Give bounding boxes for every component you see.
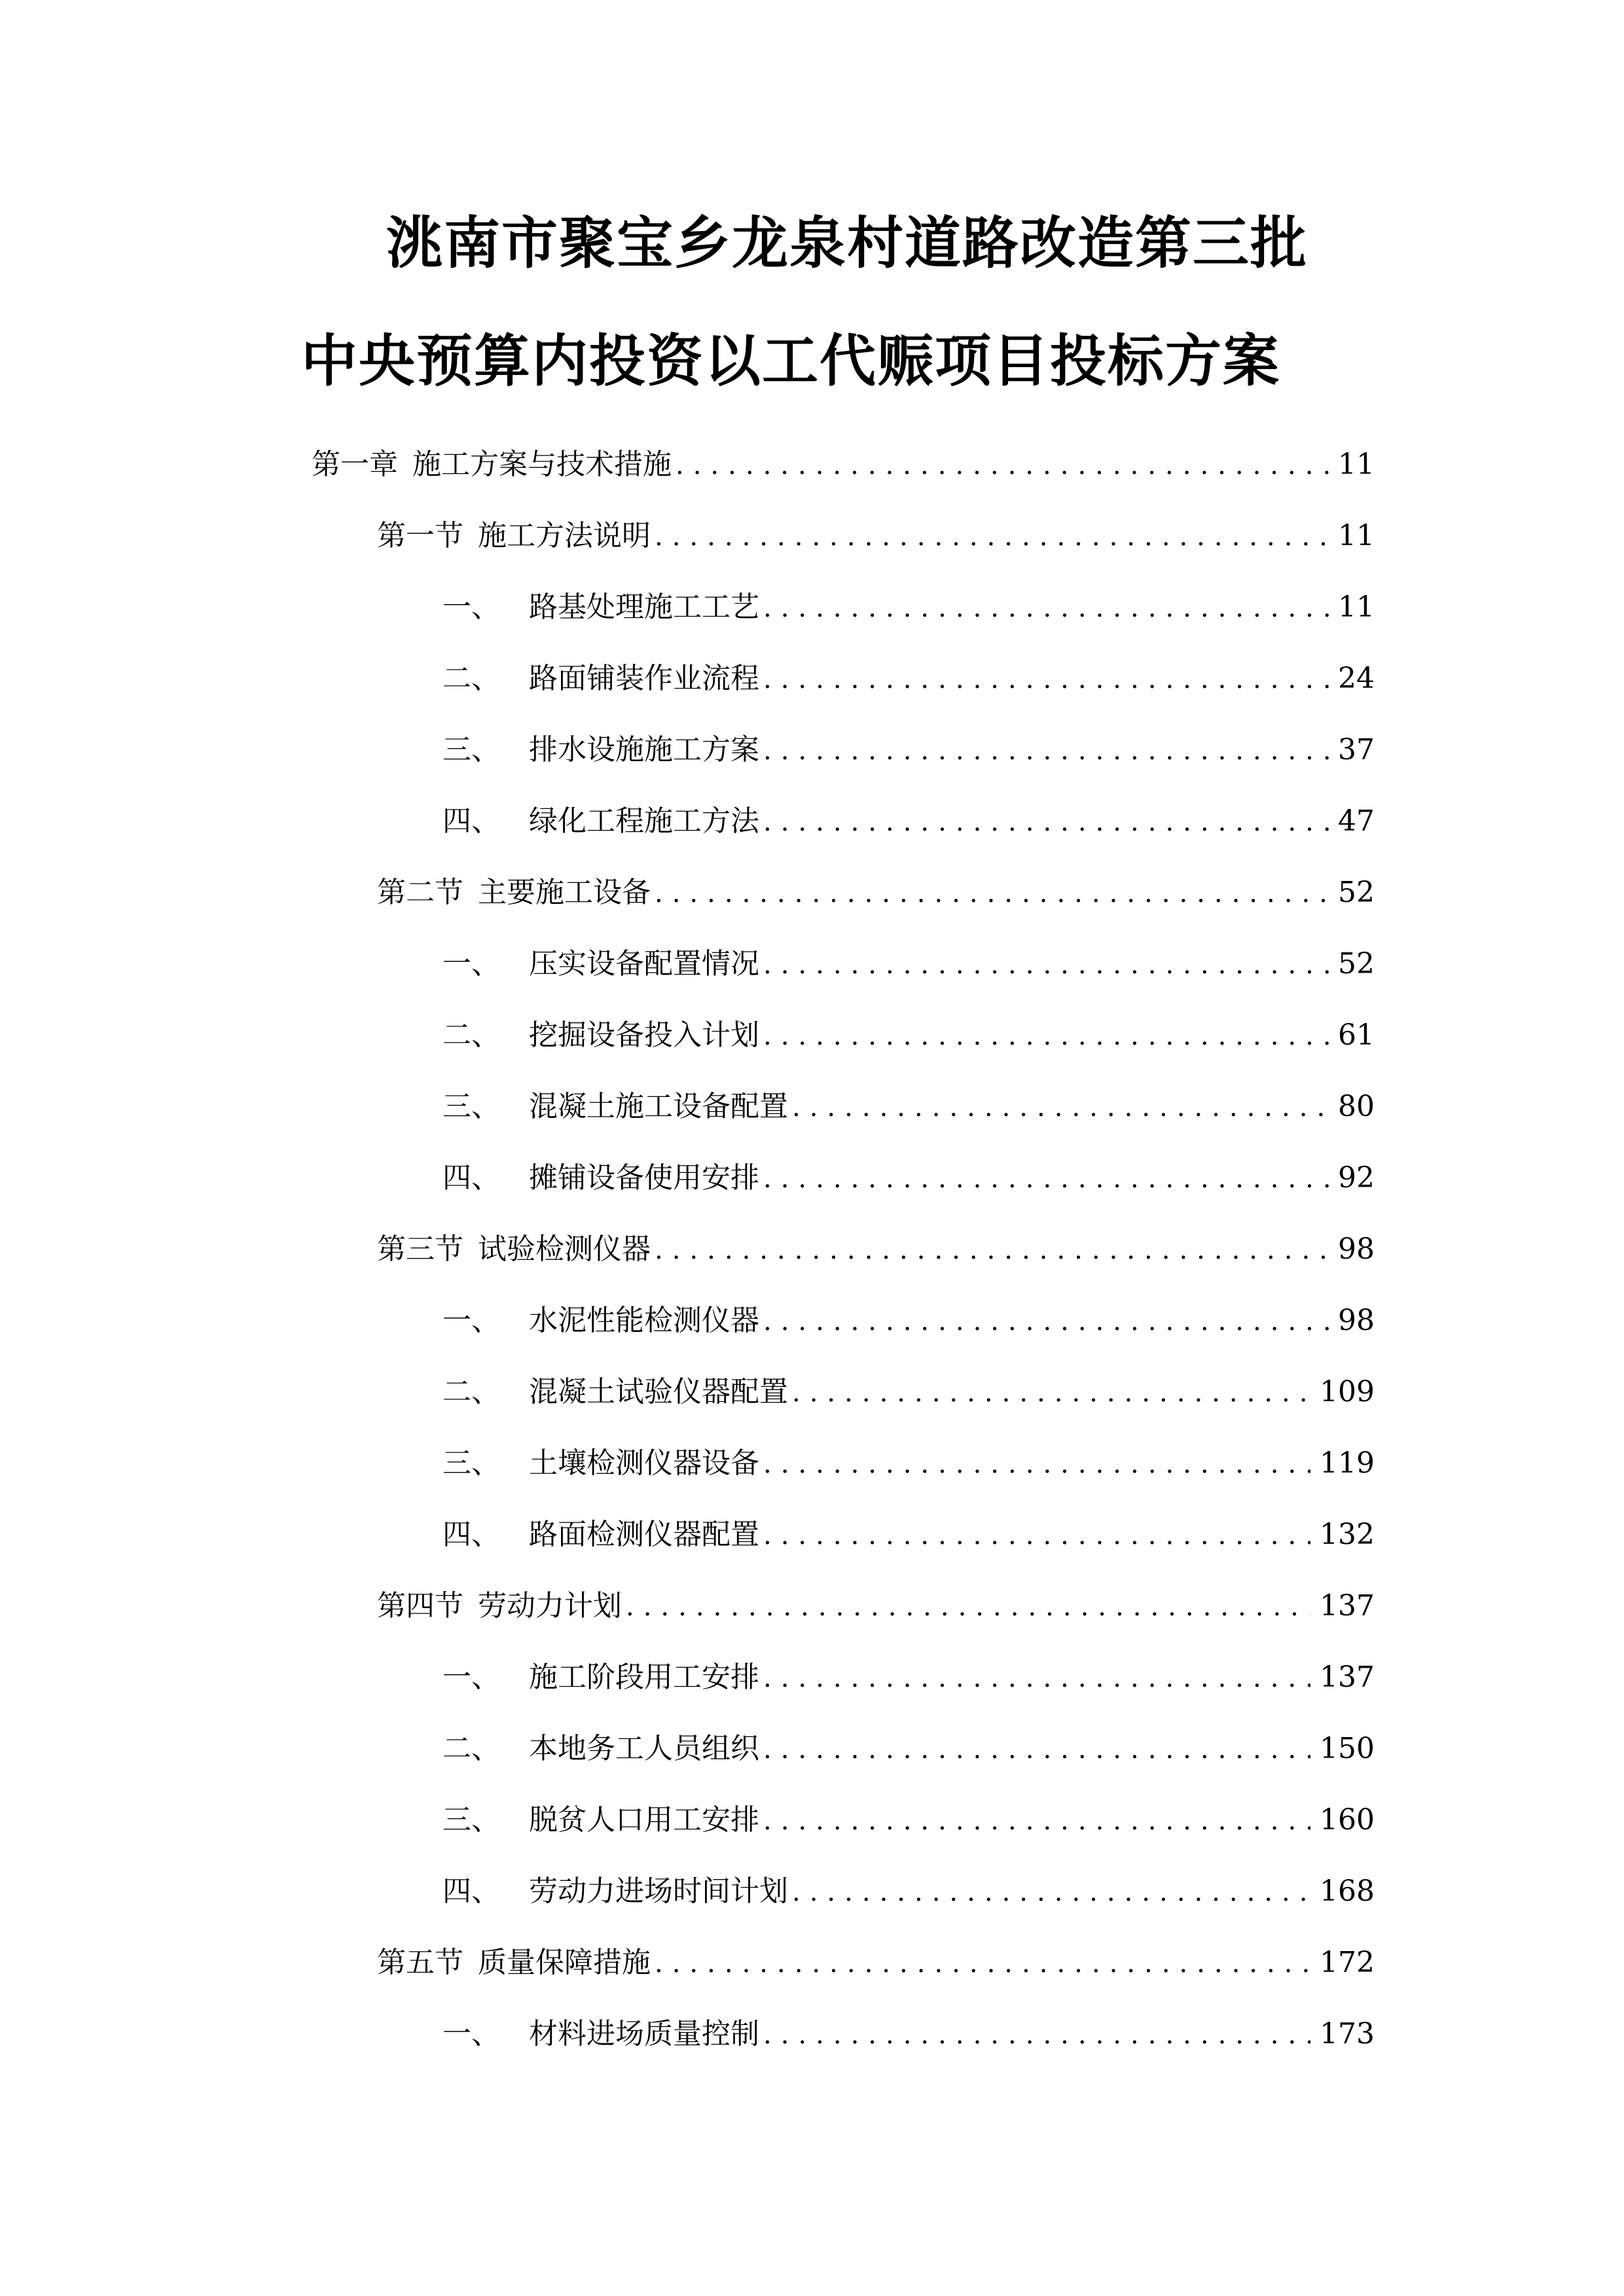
toc-leader-dots — [792, 1088, 1329, 1127]
toc-entry-label: 施工方法说明 — [478, 519, 651, 552]
toc-entry-label: 摊铺设备使用安排 — [529, 1161, 759, 1194]
toc-leader-dots — [655, 517, 1329, 556]
toc-entry-subsection[interactable] — [442, 588, 1375, 627]
toc-entry-number: 二、 — [442, 1732, 500, 1765]
toc-entry-subsection[interactable] — [442, 1087, 1375, 1126]
toc-entry-page: 137 — [1320, 1589, 1375, 1623]
toc-entry-page: 119 — [1320, 1446, 1375, 1480]
toc-entry-subsection[interactable] — [442, 730, 1375, 770]
toc-entry-label: 劳动力计划 — [478, 1589, 622, 1623]
toc-entry-subsection[interactable] — [442, 802, 1375, 841]
toc-entry-page: 37 — [1338, 733, 1375, 766]
document-title-line-1: 洮南市聚宝乡龙泉村道路改造第三批 — [386, 211, 1308, 276]
toc-entry-number: 三、 — [442, 1446, 500, 1480]
toc-leader-dots — [655, 874, 1329, 913]
toc-entry-page: 47 — [1338, 804, 1375, 838]
toc-entry-subsection[interactable] — [442, 1729, 1375, 1768]
toc-entry-number: 三、 — [442, 733, 500, 766]
toc-leader-dots — [763, 1730, 1310, 1769]
toc-entry-number: 四、 — [442, 1518, 500, 1551]
toc-entry-page: 24 — [1338, 662, 1375, 695]
toc-entry-subsection[interactable] — [442, 1016, 1375, 1055]
toc-leader-dots — [763, 1016, 1329, 1056]
toc-leader-dots — [763, 1516, 1310, 1555]
toc-leader-dots — [763, 945, 1329, 984]
toc-leader-dots — [763, 1159, 1329, 1198]
toc-leader-dots — [763, 660, 1329, 699]
toc-entry-subsection[interactable] — [442, 1301, 1375, 1340]
toc-entry-label: 土壤检测仪器设备 — [529, 1446, 759, 1480]
toc-entry-page: 173 — [1320, 2017, 1375, 2051]
toc-leader-dots — [763, 1444, 1310, 1484]
toc-entry-section[interactable] — [377, 1943, 1375, 1982]
toc-entry-number: 三、 — [442, 1090, 500, 1123]
toc-leader-dots — [763, 1801, 1310, 1840]
toc-entry-label: 本地务工人员组织 — [529, 1732, 759, 1765]
toc-entry-number: 第二节 — [377, 876, 463, 909]
toc-entry-number: 一、 — [442, 590, 500, 624]
toc-entry-number: 一、 — [442, 1660, 500, 1694]
toc-entry-label: 材料进场质量控制 — [529, 2017, 759, 2051]
toc-entry-section[interactable] — [377, 1587, 1375, 1626]
toc-leader-dots — [763, 588, 1329, 628]
toc-entry-subsection[interactable] — [442, 2015, 1375, 2054]
toc-entry-label: 路面铺装作业流程 — [529, 662, 759, 695]
toc-entry-page: 61 — [1338, 1018, 1375, 1052]
toc-entry-page: 11 — [1338, 519, 1375, 552]
toc-entry-subsection[interactable] — [442, 1515, 1375, 1554]
toc-entry-label: 施工方案与技术措施 — [412, 448, 672, 481]
toc-entry-subsection[interactable] — [442, 1872, 1375, 1911]
toc-entry-number: 四、 — [442, 1161, 500, 1194]
toc-entry-subsection[interactable] — [442, 1801, 1375, 1840]
toc-entry-page: 92 — [1338, 1161, 1375, 1194]
toc-entry-number: 四、 — [442, 1874, 500, 1908]
toc-entry-page: 11 — [1338, 590, 1375, 624]
toc-entry-section[interactable] — [377, 516, 1375, 556]
toc-entry-number: 二、 — [442, 1018, 500, 1052]
toc-leader-dots — [763, 2015, 1310, 2054]
toc-leader-dots — [792, 1873, 1310, 1912]
toc-entry-number: 二、 — [442, 1375, 500, 1408]
toc-leader-dots — [676, 446, 1329, 485]
toc-entry-number: 第五节 — [377, 1946, 463, 1979]
toc-entry-page: 98 — [1338, 1232, 1375, 1266]
toc-entry-label: 排水设施施工方案 — [529, 733, 759, 766]
toc-leader-dots — [763, 731, 1329, 770]
toc-entry-number: 四、 — [442, 804, 500, 838]
toc-entry-chapter[interactable] — [312, 445, 1375, 484]
toc-entry-subsection[interactable] — [442, 1372, 1375, 1412]
toc-entry-label: 混凝土试验仪器配置 — [529, 1375, 788, 1408]
toc-entry-page: 132 — [1320, 1518, 1375, 1551]
toc-entry-label: 主要施工设备 — [478, 876, 651, 909]
toc-entry-label: 施工阶段用工安排 — [529, 1660, 759, 1694]
toc-entry-section[interactable] — [377, 1230, 1375, 1269]
toc-entry-page: 98 — [1338, 1304, 1375, 1337]
toc-entry-page: 80 — [1338, 1090, 1375, 1123]
toc-leader-dots — [763, 802, 1329, 842]
toc-entry-page: 109 — [1320, 1375, 1375, 1408]
toc-entry-page: 150 — [1320, 1732, 1375, 1765]
toc-leader-dots — [792, 1373, 1310, 1412]
toc-entry-number: 二、 — [442, 662, 500, 695]
toc-entry-subsection[interactable] — [442, 944, 1375, 984]
toc-entry-number: 第四节 — [377, 1589, 463, 1623]
toc-entry-label: 劳动力进场时间计划 — [529, 1874, 788, 1908]
toc-entry-page: 52 — [1338, 876, 1375, 909]
toc-entry-label: 试验检测仪器 — [478, 1232, 651, 1266]
document-title-line-2: 中央预算内投资以工代赈项目投标方案 — [301, 329, 1280, 394]
toc-entry-page: 137 — [1320, 1660, 1375, 1694]
toc-entry-number: 一、 — [442, 2017, 500, 2051]
toc-entry-number: 三、 — [442, 1803, 500, 1837]
toc-entry-label: 路基处理施工工艺 — [529, 590, 759, 624]
toc-entry-label: 水泥性能检测仪器 — [529, 1304, 759, 1337]
toc-entry-subsection[interactable] — [442, 1158, 1375, 1198]
toc-leader-dots — [655, 1230, 1329, 1270]
toc-entry-subsection[interactable] — [442, 1444, 1375, 1483]
toc-entry-label: 脱贫人口用工安排 — [529, 1803, 759, 1837]
toc-entry-section[interactable] — [377, 873, 1375, 912]
toc-entry-number: 第一节 — [377, 519, 463, 552]
toc-leader-dots — [626, 1587, 1310, 1626]
toc-entry-page: 172 — [1320, 1946, 1375, 1979]
toc-entry-page: 160 — [1320, 1803, 1375, 1837]
toc-entry-label: 挖掘设备投入计划 — [529, 1018, 759, 1052]
toc-entry-label: 路面检测仪器配置 — [529, 1518, 759, 1551]
toc-entry-label: 质量保障措施 — [478, 1946, 651, 1979]
toc-entry-number: 一、 — [442, 1304, 500, 1337]
toc-leader-dots — [763, 1659, 1310, 1698]
toc-entry-number: 一、 — [442, 947, 500, 980]
toc-entry-label: 混凝土施工设备配置 — [529, 1090, 788, 1123]
toc-entry-subsection[interactable] — [442, 1658, 1375, 1697]
toc-leader-dots — [655, 1944, 1310, 1983]
toc-entry-number: 第三节 — [377, 1232, 463, 1266]
toc-leader-dots — [763, 1302, 1329, 1341]
toc-entry-label: 压实设备配置情况 — [529, 947, 759, 980]
toc-entry-subsection[interactable] — [442, 659, 1375, 698]
toc-entry-page: 11 — [1338, 448, 1375, 481]
toc-entry-page: 52 — [1338, 947, 1375, 980]
toc-entry-number: 第一章 — [312, 448, 398, 481]
toc-entry-page: 168 — [1320, 1874, 1375, 1908]
toc-entry-label: 绿化工程施工方法 — [529, 804, 759, 838]
